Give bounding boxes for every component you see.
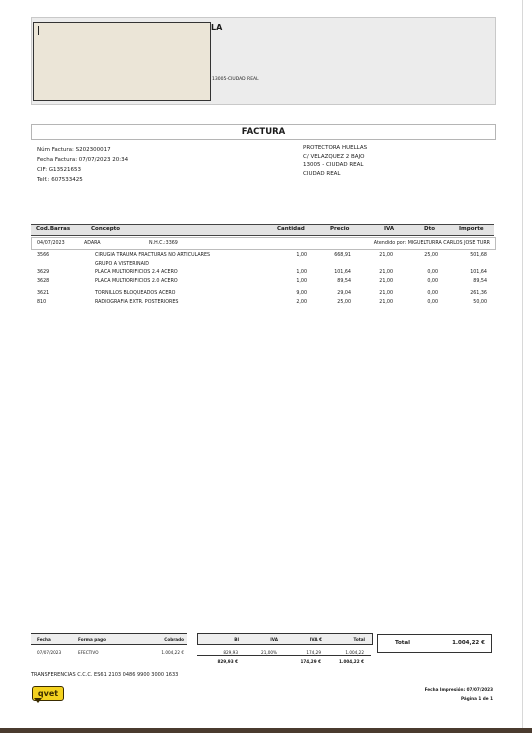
- company-name: LA: [211, 23, 223, 32]
- row-amount: 261,36: [470, 291, 487, 296]
- invoice-meta: [37, 145, 128, 185]
- tax-header-bi: BI: [234, 637, 239, 642]
- company-logo-placeholder: [33, 22, 211, 101]
- payment-method: EFECTIVO: [78, 650, 99, 655]
- client-region: CIUDAD REAL: [303, 170, 341, 177]
- grand-total-value: 1.004,22 €: [452, 640, 485, 646]
- tax-iva-eur: 174,29: [306, 650, 321, 655]
- invoice-phone: Telf.: 607533425: [37, 177, 83, 183]
- tax-header-total: Total: [353, 637, 365, 642]
- items-table-header: [31, 224, 494, 236]
- client-name: PROTECTORA HUELLAS: [303, 145, 368, 151]
- row-price: 101,64: [334, 270, 351, 275]
- invoice-number: Núm Factura: S202300017: [37, 147, 111, 153]
- row-iva: 21,00: [379, 291, 393, 296]
- document-title: FACTURA: [241, 127, 286, 137]
- visit-date: 04/07/2023: [37, 241, 65, 246]
- tax-sum-iva-eur: 174,29 €: [300, 659, 321, 664]
- tax-sum-row: [197, 655, 371, 664]
- table-row: [31, 253, 494, 262]
- tax-sum-total: 1.004,22 €: [338, 659, 364, 664]
- row-concept: PLACA MULTIORIFICIOS 2.0 ACERO: [95, 279, 178, 284]
- col-header-iva: IVA: [384, 226, 395, 232]
- row-price: 89,54: [337, 279, 351, 284]
- col-header-code: Cod.Barras: [36, 226, 71, 232]
- visit-row: [31, 237, 496, 250]
- payment-amount: 1.004,22 €: [161, 650, 184, 655]
- payment-header-amount: Cobrado: [164, 637, 184, 642]
- row-code: 3629: [37, 270, 50, 275]
- col-header-dto: Dto: [424, 226, 435, 232]
- col-header-concept: Concepto: [91, 226, 121, 232]
- client-postal-city: 13005 - CIUDAD REAL: [303, 162, 364, 168]
- text-cursor: [38, 26, 39, 35]
- bottom-strip: [0, 728, 532, 733]
- row-amount: 50,00: [473, 300, 487, 305]
- row-code: 810: [37, 300, 47, 305]
- row-dto: 0,00: [427, 270, 438, 275]
- visit-patient: ADARA: [84, 241, 101, 246]
- table-row: [31, 291, 494, 300]
- table-row: [31, 300, 494, 309]
- visit-nhc: N.H.C.:3369: [149, 241, 178, 246]
- page-number: Página 1 de 1: [460, 696, 493, 701]
- row-concept: CIRUGIA TRAUMA FRACTURAS NO ARTICULARES: [95, 253, 211, 258]
- print-date: Fecha Impresión: 07/07/2023: [424, 687, 493, 692]
- tax-row: [197, 647, 371, 655]
- row-dto: 25,00: [424, 253, 438, 258]
- tax-total: 1.004,22: [345, 650, 364, 655]
- row-iva: 21,00: [379, 253, 393, 258]
- row-code: 3621: [37, 291, 50, 296]
- row-concept: GRUPO A VISTERINAID: [95, 262, 149, 267]
- row-code: 3566: [37, 253, 50, 258]
- payment-header: [31, 633, 187, 645]
- company-city: 13005-CIUDAD REAL: [212, 77, 259, 82]
- payment-row: [31, 647, 187, 655]
- row-amount: 501,68: [470, 253, 487, 258]
- invoice-cif: CIF: G13521653: [37, 167, 82, 173]
- payment-date: 07/07/2023: [37, 650, 62, 655]
- qvet-logo-tail: [34, 698, 42, 703]
- payment-header-method: Forma pago: [78, 637, 106, 642]
- row-qty: 1,00: [296, 270, 307, 275]
- row-qty: 2,00: [296, 300, 307, 305]
- row-price: 29,04: [337, 291, 351, 296]
- tax-bi: 829,93: [223, 650, 238, 655]
- col-header-price: Precio: [330, 226, 350, 232]
- row-iva: 21,00: [379, 279, 393, 284]
- row-concept: PLACA MULTIORIFICIOS 2.4 ACERO: [95, 270, 178, 275]
- col-header-qty: Cantidad: [277, 226, 305, 232]
- grand-total-box: [377, 634, 492, 653]
- row-dto: 0,00: [427, 291, 438, 296]
- row-qty: 1,00: [296, 279, 307, 284]
- client-block: [303, 144, 367, 178]
- invoice-date: Fecha Factura: 07/07/2023 20:34: [37, 157, 129, 163]
- row-amount: 101,64: [470, 270, 487, 275]
- row-code: 3628: [37, 279, 50, 284]
- title-bar: [31, 124, 496, 140]
- row-price: 25,00: [337, 300, 351, 305]
- tax-header-iva-eur: IVA €: [309, 637, 322, 642]
- grand-total-label: Total: [395, 640, 411, 646]
- row-qty: 1,00: [296, 253, 307, 258]
- row-concept: RADIOGRAFIA EXTR. POSTERIORES: [95, 300, 179, 305]
- client-address: C/ VELAZQUEZ 2 BAJO: [303, 153, 365, 160]
- row-dto: 0,00: [427, 300, 438, 305]
- tax-iva: 21,00%: [261, 650, 277, 655]
- tax-header: [197, 633, 373, 645]
- table-row: [31, 270, 494, 279]
- row-amount: 89,54: [473, 279, 487, 284]
- row-concept: TORNILLOS BLOQUEADOS ACERO: [95, 291, 176, 296]
- tax-sum-bi: 829,93 €: [217, 659, 238, 664]
- col-header-amount: Importe: [459, 226, 484, 232]
- table-row: [31, 279, 494, 288]
- payment-header-date: Fecha: [37, 637, 51, 642]
- tax-header-iva: IVA: [270, 637, 278, 642]
- row-dto: 0,00: [427, 279, 438, 284]
- tax-table: [197, 633, 371, 665]
- visit-attended-by: Atendido por: MIGUELTURRA CARLOS JOSE TURR: [373, 241, 490, 246]
- payment-table: [31, 633, 187, 665]
- bank-account: TRANSFERENCIAS C.C.C. ES61 2103 0486 9900 3000 1633: [31, 672, 179, 678]
- row-iva: 21,00: [379, 270, 393, 275]
- row-iva: 21,00: [379, 300, 393, 305]
- row-price: 668,91: [334, 253, 351, 258]
- qvet-logo: qvet: [32, 686, 64, 701]
- row-qty: 9,00: [296, 291, 307, 296]
